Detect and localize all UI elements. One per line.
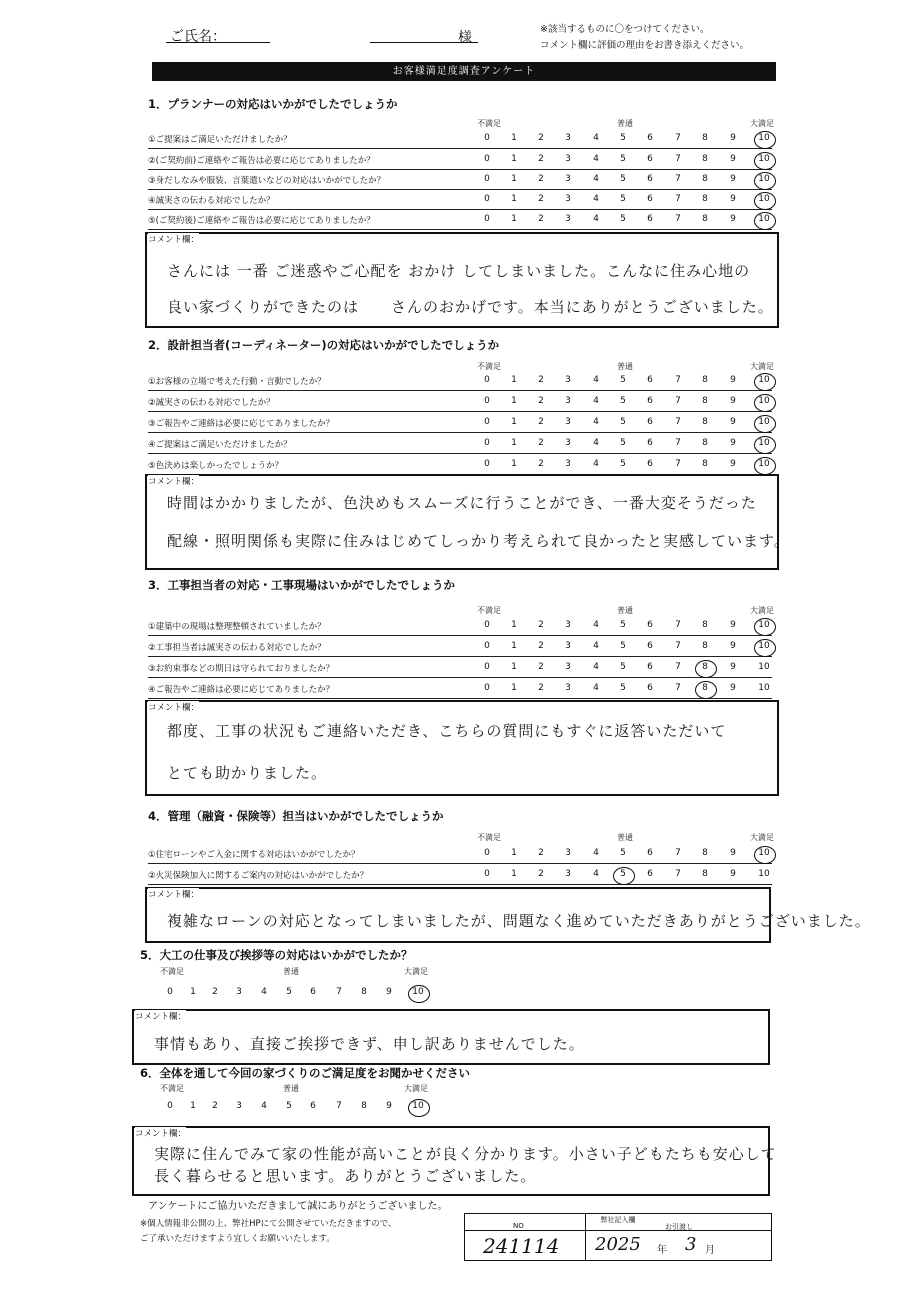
scale-high-label: 大満足 <box>750 833 774 842</box>
scale-number[interactable]: 3 <box>565 869 571 879</box>
scale-number[interactable]: 7 <box>336 987 342 997</box>
comment-label: コメント欄： <box>135 1012 187 1022</box>
scale-number[interactable]: 3 <box>565 214 571 224</box>
scale-number[interactable]: 3 <box>565 154 571 164</box>
scale-number[interactable]: 8 <box>702 194 708 204</box>
scale-number[interactable]: 8 <box>702 662 708 672</box>
scale-number[interactable]: 10 <box>758 620 770 630</box>
scale-number[interactable]: 5 <box>620 174 626 184</box>
scale-number[interactable]: 1 <box>511 683 517 693</box>
scale-number[interactable]: 6 <box>647 154 653 164</box>
answer-circle <box>408 1099 430 1117</box>
scale-number[interactable]: 5 <box>620 396 626 406</box>
scale-number[interactable]: 9 <box>730 174 736 184</box>
comment-label: コメント欄： <box>135 1129 187 1139</box>
scale-number[interactable]: 7 <box>336 1101 342 1111</box>
scale-number[interactable]: 10 <box>758 133 770 143</box>
answer-circle <box>754 394 776 412</box>
scale-number[interactable]: 1 <box>511 848 517 858</box>
scale-number[interactable]: 7 <box>675 683 681 693</box>
scale-number[interactable]: 4 <box>593 662 599 672</box>
scale-number[interactable]: 7 <box>675 214 681 224</box>
scale-number[interactable]: 0 <box>484 662 490 672</box>
scale-number[interactable]: 0 <box>484 396 490 406</box>
answer-circle <box>754 618 776 636</box>
scale-number[interactable]: 7 <box>675 133 681 143</box>
answer-circle <box>754 373 776 391</box>
comment-text: 時間はかかりましたが、色決めもスムーズに行うことができ、一番大変そうだった <box>167 494 757 512</box>
scale-number[interactable]: 3 <box>565 375 571 385</box>
scale-number[interactable]: 4 <box>593 154 599 164</box>
scale-number[interactable]: 7 <box>675 154 681 164</box>
scale-number[interactable]: 0 <box>484 459 490 469</box>
scale-number[interactable]: 6 <box>647 396 653 406</box>
scale-number[interactable]: 1 <box>511 438 517 448</box>
scale-number[interactable]: 0 <box>484 154 490 164</box>
scale-number[interactable]: 1 <box>511 459 517 469</box>
scale-number[interactable]: 4 <box>593 620 599 630</box>
no-value: 241114 <box>483 1234 560 1258</box>
scale-mid-label: 普通 <box>617 362 633 371</box>
scale-number[interactable]: 5 <box>620 459 626 469</box>
scale-high-label: 大満足 <box>750 362 774 371</box>
section-title: 1．プランナーの対応はいかがでしたでしょうか <box>148 97 398 111</box>
scale-number[interactable]: 1 <box>190 1101 196 1111</box>
scale-number[interactable]: 5 <box>620 154 626 164</box>
scale-number[interactable]: 8 <box>702 375 708 385</box>
scale-number[interactable]: 4 <box>261 1101 267 1111</box>
scale-low-label: 不満足 <box>477 606 501 615</box>
scale-number[interactable]: 3 <box>565 459 571 469</box>
comment-text: とても助かりました。 <box>167 764 328 782</box>
scale-number[interactable]: 10 <box>758 459 770 469</box>
scale-number[interactable]: 1 <box>511 641 517 651</box>
section-title: 3．工事担当者の対応・工事現場はいかがでしたでしょうか <box>148 578 455 592</box>
scale-number[interactable]: 2 <box>538 396 544 406</box>
scale-number[interactable]: 7 <box>675 848 681 858</box>
scale-number[interactable]: 9 <box>730 459 736 469</box>
scale-number[interactable]: 3 <box>565 417 571 427</box>
scale-number[interactable]: 7 <box>675 438 681 448</box>
scale-number[interactable]: 7 <box>675 662 681 672</box>
comment-text: 複雑なローンの対応となってしまいましたが、問題なく進めていただきありがとうございました。 <box>167 912 871 930</box>
question-label: ③お約束事などの期日は守られておりましたか？ <box>148 664 335 674</box>
scale-number[interactable]: 9 <box>730 154 736 164</box>
question-label: ③身だしなみや服装、言葉遣いなどの対応はいかがでしたか？ <box>148 176 386 186</box>
scale-number[interactable]: 10 <box>758 683 770 693</box>
scale-number[interactable]: 0 <box>484 683 490 693</box>
answer-circle <box>754 415 776 433</box>
scale-number[interactable]: 10 <box>758 869 770 879</box>
scale-number[interactable]: 3 <box>565 194 571 204</box>
scale-number[interactable]: 0 <box>484 417 490 427</box>
section-title: 6．全体を通して今回の家づくりのご満足度をお聞かせください <box>140 1066 470 1080</box>
scale-number[interactable]: 4 <box>593 214 599 224</box>
scale-number[interactable]: 2 <box>538 214 544 224</box>
handover-month: 3 <box>685 1234 697 1255</box>
scale-number[interactable]: 8 <box>702 133 708 143</box>
scale-number[interactable]: 5 <box>620 133 626 143</box>
answer-circle <box>754 212 776 230</box>
scale-number[interactable]: 5 <box>620 869 626 879</box>
scale-number[interactable]: 8 <box>702 174 708 184</box>
scale-high-label: 大満足 <box>404 967 428 976</box>
scale-number[interactable]: 4 <box>593 683 599 693</box>
scale-mid-label: 普通 <box>617 119 633 128</box>
thanks-message: アンケートにご協力いただきまして誠にありがとうございました。 <box>148 1201 448 1212</box>
scale-number[interactable]: 2 <box>538 375 544 385</box>
comment-box[interactable] <box>145 474 779 570</box>
scale-number[interactable]: 5 <box>620 194 626 204</box>
scale-number[interactable]: 5 <box>620 214 626 224</box>
scale-number[interactable]: 9 <box>730 848 736 858</box>
scale-number[interactable]: 2 <box>538 133 544 143</box>
answer-circle <box>695 660 717 678</box>
scale-number[interactable]: 3 <box>565 620 571 630</box>
scale-number[interactable]: 2 <box>538 174 544 184</box>
scale-number[interactable]: 6 <box>310 987 316 997</box>
answer-circle <box>754 192 776 210</box>
question-label: ②火災保険加入に関するご案内の対応はいかがでしたか？ <box>148 871 369 881</box>
scale-number[interactable]: 8 <box>702 683 708 693</box>
scale-low-label: 不満足 <box>477 119 501 128</box>
sama-label: 様 <box>458 30 472 46</box>
scale-number[interactable]: 6 <box>647 620 653 630</box>
scale-number[interactable]: 1 <box>511 154 517 164</box>
privacy-line: ※個人情報非公開の上、弊社HPにて公開させていただきますので、 <box>140 1219 397 1229</box>
question-label: ①お客様の立場で考えた行動・言動でしたか？ <box>148 377 326 387</box>
scale-number[interactable]: 6 <box>647 848 653 858</box>
divider <box>465 1230 771 1231</box>
question-label: ⑤(ご契約後)ご連絡やご報告は必要に応じてありましたか？ <box>148 216 375 226</box>
scale-number[interactable]: 6 <box>647 417 653 427</box>
name-field-line <box>166 42 270 43</box>
scale-number[interactable]: 9 <box>386 987 392 997</box>
scale-number[interactable]: 6 <box>647 641 653 651</box>
scale-number[interactable]: 4 <box>593 174 599 184</box>
scale-number[interactable]: 8 <box>702 459 708 469</box>
instruction-line: ※該当するものに〇をつけてください。 <box>540 24 710 35</box>
scale-number[interactable]: 6 <box>647 662 653 672</box>
scale-number[interactable]: 4 <box>593 375 599 385</box>
instructions <box>540 22 749 54</box>
scale-number[interactable]: 2 <box>538 683 544 693</box>
scale-number[interactable]: 1 <box>511 869 517 879</box>
scale-number[interactable]: 5 <box>620 848 626 858</box>
scale-number[interactable]: 6 <box>647 174 653 184</box>
scale-number[interactable]: 4 <box>593 459 599 469</box>
scale-number[interactable]: 9 <box>730 869 736 879</box>
scale-number[interactable]: 2 <box>538 194 544 204</box>
scale-mid-label: 普通 <box>283 1084 299 1093</box>
scale-number[interactable]: 3 <box>565 174 571 184</box>
scale-number[interactable]: 4 <box>593 396 599 406</box>
scale-number[interactable]: 9 <box>730 438 736 448</box>
scale-number[interactable]: 6 <box>647 194 653 204</box>
scale-low-label: 不満足 <box>477 362 501 371</box>
handover-label: お引渡し <box>665 1223 693 1231</box>
scale-number[interactable]: 10 <box>758 214 770 224</box>
scale-number[interactable]: 1 <box>190 987 196 997</box>
scale-number[interactable]: 3 <box>565 396 571 406</box>
scale-number[interactable]: 8 <box>702 869 708 879</box>
scale-number[interactable]: 10 <box>758 375 770 385</box>
scale-number[interactable]: 2 <box>538 662 544 672</box>
scale-number[interactable]: 3 <box>565 641 571 651</box>
scale-number[interactable]: 8 <box>702 214 708 224</box>
office-use-box <box>464 1213 772 1261</box>
scale-number[interactable]: 1 <box>511 214 517 224</box>
scale-number[interactable]: 0 <box>484 375 490 385</box>
scale-number[interactable]: 5 <box>620 375 626 385</box>
scale-low-label: 不満足 <box>160 1084 184 1093</box>
office-use-title: 弊社記入欄 <box>600 1216 636 1224</box>
scale-number[interactable]: 7 <box>675 396 681 406</box>
scale-number[interactable]: 10 <box>758 396 770 406</box>
scale-number[interactable]: 2 <box>538 438 544 448</box>
scale-number[interactable]: 0 <box>484 194 490 204</box>
no-label: NO <box>513 1222 524 1230</box>
answer-circle <box>754 172 776 190</box>
scale-number[interactable]: 7 <box>675 375 681 385</box>
scale-number[interactable]: 0 <box>484 214 490 224</box>
scale-number[interactable]: 4 <box>593 848 599 858</box>
comment-text: 良い家づくりができたのは さんのおかげです。本当にありがとうございました。 <box>167 298 774 316</box>
instruction-line: コメント欄に評価の理由をお書き添えください。 <box>540 40 750 51</box>
scale-number[interactable]: 2 <box>538 459 544 469</box>
scale-number[interactable]: 2 <box>538 848 544 858</box>
scale-number[interactable]: 6 <box>647 133 653 143</box>
scale-number[interactable]: 6 <box>647 869 653 879</box>
scale-number[interactable]: 10 <box>758 194 770 204</box>
scale-number[interactable]: 5 <box>286 987 292 997</box>
answer-circle <box>754 436 776 454</box>
comment-label: コメント欄： <box>148 890 200 900</box>
scale-number[interactable]: 9 <box>730 641 736 651</box>
scale-number[interactable]: 8 <box>702 154 708 164</box>
scale-number[interactable]: 5 <box>620 662 626 672</box>
scale-number[interactable]: 7 <box>675 620 681 630</box>
scale-number[interactable]: 2 <box>538 641 544 651</box>
scale-number[interactable]: 0 <box>484 174 490 184</box>
comment-text: 都度、工事の状況もご連絡いただき、こちらの質問にもすぐに返答いただいて <box>167 722 727 740</box>
scale-number[interactable]: 9 <box>730 662 736 672</box>
comment-text: 配線・照明関係も実際に住みはじめてしっかり考えられて良かったと実感しています。 <box>167 532 790 550</box>
scale-number[interactable]: 7 <box>675 174 681 184</box>
scale-number[interactable]: 4 <box>593 438 599 448</box>
comment-text: 実際に住んでみて家の性能が高いことが良く分かります。小さい子どもたちも安心して <box>154 1145 777 1163</box>
scale-number[interactable]: 4 <box>593 417 599 427</box>
scale-number[interactable]: 1 <box>511 662 517 672</box>
scale-number[interactable]: 4 <box>593 133 599 143</box>
comment-label: コメント欄： <box>148 703 200 713</box>
scale-number[interactable]: 10 <box>412 987 424 997</box>
scale-number[interactable]: 6 <box>310 1101 316 1111</box>
scale-number[interactable]: 1 <box>511 174 517 184</box>
scale-number[interactable]: 9 <box>730 133 736 143</box>
scale-low-label: 不満足 <box>160 967 184 976</box>
question-label: ③ご報告やご連絡は必要に応じてありましたか？ <box>148 419 335 429</box>
scale-number[interactable]: 4 <box>593 641 599 651</box>
scale-number[interactable]: 10 <box>758 174 770 184</box>
question-label: ②工事担当者は誠実さの伝わる対応でしたか？ <box>148 643 326 653</box>
scale-number[interactable]: 9 <box>730 417 736 427</box>
scale-number[interactable]: 1 <box>511 620 517 630</box>
scale-number[interactable]: 7 <box>675 417 681 427</box>
question-label: ①ご提案はご満足いただけましたか？ <box>148 135 292 145</box>
privacy-note <box>140 1217 396 1247</box>
scale-number[interactable]: 1 <box>511 375 517 385</box>
scale-number[interactable]: 1 <box>511 396 517 406</box>
scale-number[interactable]: 6 <box>647 214 653 224</box>
scale-number[interactable]: 7 <box>675 641 681 651</box>
scale-number[interactable]: 5 <box>620 438 626 448</box>
scale-number[interactable]: 6 <box>647 459 653 469</box>
survey-title: お客様満足度調査アンケート <box>152 62 776 81</box>
scale-number[interactable]: 5 <box>620 620 626 630</box>
scale-number[interactable]: 5 <box>286 1101 292 1111</box>
scale-high-label: 大満足 <box>750 606 774 615</box>
scale-number[interactable]: 0 <box>484 133 490 143</box>
scale-number[interactable]: 8 <box>702 438 708 448</box>
scale-number[interactable]: 5 <box>620 641 626 651</box>
scale-number[interactable]: 8 <box>361 1101 367 1111</box>
scale-number[interactable]: 9 <box>730 214 736 224</box>
scale-number[interactable]: 0 <box>484 848 490 858</box>
scale-number[interactable]: 1 <box>511 194 517 204</box>
scale-number[interactable]: 8 <box>702 417 708 427</box>
scale-number[interactable]: 6 <box>647 438 653 448</box>
month-suffix: 月 <box>705 1245 715 1256</box>
answer-circle <box>754 131 776 149</box>
comment-text: さんには 一番 ご迷惑やご心配を おかけ してしまいました。こんなに住み心地の <box>167 262 751 280</box>
comment-label: コメント欄： <box>148 477 200 487</box>
question-label: ⑤色決めは楽しかったでしょうか？ <box>148 461 284 471</box>
scale-mid-label: 普通 <box>617 606 633 615</box>
scale-number[interactable]: 0 <box>167 1101 173 1111</box>
scale-number[interactable]: 9 <box>730 375 736 385</box>
scale-high-label: 大満足 <box>404 1084 428 1093</box>
scale-mid-label: 普通 <box>617 833 633 842</box>
scale-number[interactable]: 3 <box>565 848 571 858</box>
answer-circle <box>408 985 430 1003</box>
scale-number[interactable]: 3 <box>565 683 571 693</box>
scale-number[interactable]: 2 <box>538 620 544 630</box>
scale-number[interactable]: 6 <box>647 683 653 693</box>
scale-number[interactable]: 5 <box>620 683 626 693</box>
scale-number[interactable]: 3 <box>236 987 242 997</box>
question-label: ①建築中の現場は整理整頓されていましたか？ <box>148 622 326 632</box>
scale-number[interactable]: 4 <box>593 869 599 879</box>
scale-number[interactable]: 0 <box>484 620 490 630</box>
section-title: 5．大工の仕事及び挨拶等の対応はいかがでしたか？ <box>140 948 413 962</box>
section-title: 4．管理（融資・保険等）担当はいかがでしたでしょうか <box>148 809 444 823</box>
answer-circle <box>754 457 776 475</box>
scale-high-label: 大満足 <box>750 119 774 128</box>
answer-circle <box>754 846 776 864</box>
scale-number[interactable]: 8 <box>702 641 708 651</box>
question-label: ②誠実さの伝わる対応でしたか？ <box>148 398 275 408</box>
scale-number[interactable]: 10 <box>758 662 770 672</box>
scale-number[interactable]: 3 <box>565 133 571 143</box>
section-title: 2．設計担当者(コーディネーター)の対応はいかがでしたでしょうか <box>148 338 500 352</box>
comment-label: コメント欄： <box>148 235 200 245</box>
scale-number[interactable]: 10 <box>758 154 770 164</box>
scale-number[interactable]: 10 <box>412 1101 424 1111</box>
scale-number[interactable]: 8 <box>702 620 708 630</box>
scale-number[interactable]: 4 <box>261 987 267 997</box>
scale-number[interactable]: 1 <box>511 417 517 427</box>
answer-circle <box>613 867 635 885</box>
scale-number[interactable]: 4 <box>593 194 599 204</box>
scale-number[interactable]: 0 <box>484 869 490 879</box>
scale-number[interactable]: 7 <box>675 194 681 204</box>
scale-number[interactable]: 0 <box>484 438 490 448</box>
scale-number[interactable]: 2 <box>212 1101 218 1111</box>
answer-circle <box>754 639 776 657</box>
scale-number[interactable]: 5 <box>620 417 626 427</box>
scale-number[interactable]: 3 <box>236 1101 242 1111</box>
comment-text: 長く暮らせると思います。ありがとうございました。 <box>154 1167 537 1185</box>
question-label: ④誠実さの伝わる対応でしたか？ <box>148 196 275 206</box>
privacy-line: ご了承いただけますよう宜しくお願いいたします。 <box>140 1234 335 1244</box>
year-suffix: 年 <box>657 1245 667 1256</box>
question-label: ④ご提案はご満足いただけましたか？ <box>148 440 292 450</box>
comment-text: 事情もあり、直接ご挨拶できず、申し訳ありませんでした。 <box>154 1035 585 1053</box>
scale-number[interactable]: 8 <box>361 987 367 997</box>
scale-number[interactable]: 10 <box>758 848 770 858</box>
scale-number[interactable]: 8 <box>702 396 708 406</box>
question-label: ①住宅ローンやご入金に関する対応はいかがでしたか？ <box>148 850 360 860</box>
scale-number[interactable]: 10 <box>758 641 770 651</box>
scale-number[interactable]: 9 <box>730 683 736 693</box>
scale-number[interactable]: 9 <box>386 1101 392 1111</box>
scale-number[interactable]: 3 <box>565 438 571 448</box>
scale-mid-label: 普通 <box>283 967 299 976</box>
scale-number[interactable]: 7 <box>675 459 681 469</box>
scale-number[interactable]: 0 <box>167 987 173 997</box>
question-label: ②(ご契約前)ご連絡やご報告は必要に応じてありましたか？ <box>148 156 375 166</box>
answer-circle <box>695 681 717 699</box>
scale-number[interactable]: 6 <box>647 375 653 385</box>
scale-number[interactable]: 0 <box>484 641 490 651</box>
scale-number[interactable]: 9 <box>730 620 736 630</box>
answer-circle <box>754 152 776 170</box>
scale-number[interactable]: 7 <box>675 869 681 879</box>
scale-number[interactable]: 9 <box>730 194 736 204</box>
question-label: ④ご報告やご連絡は必要に応じてありましたか？ <box>148 685 335 695</box>
scale-number[interactable]: 1 <box>511 133 517 143</box>
scale-number[interactable]: 2 <box>538 869 544 879</box>
scale-number[interactable]: 9 <box>730 396 736 406</box>
scale-number[interactable]: 3 <box>565 662 571 672</box>
scale-number[interactable]: 10 <box>758 417 770 427</box>
name-label: ご氏名： <box>170 29 226 45</box>
handover-year: 2025 <box>595 1234 641 1255</box>
scale-number[interactable]: 10 <box>758 438 770 448</box>
scale-number[interactable]: 2 <box>538 417 544 427</box>
scale-number[interactable]: 8 <box>702 848 708 858</box>
scale-low-label: 不満足 <box>477 833 501 842</box>
scale-number[interactable]: 2 <box>538 154 544 164</box>
scale-number[interactable]: 2 <box>212 987 218 997</box>
